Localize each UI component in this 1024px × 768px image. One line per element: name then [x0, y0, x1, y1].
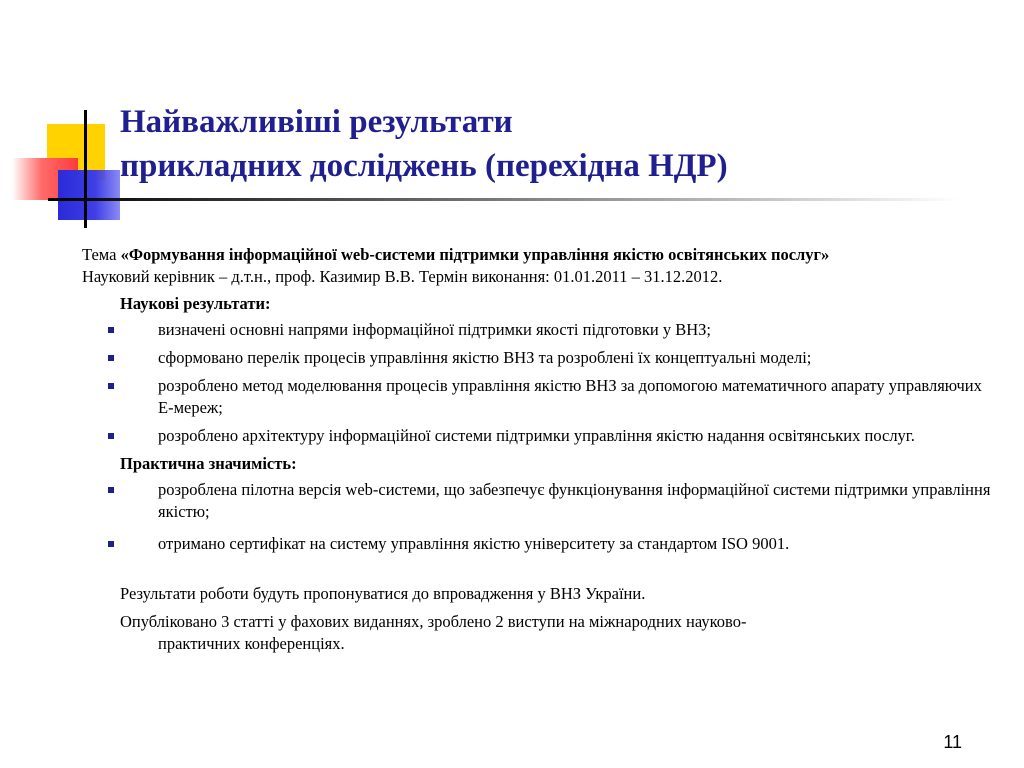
list-item-text: сформовано перелік процесів управління якістю ВНЗ та розроблені їх концептуальні моделі; — [158, 348, 812, 367]
list-item — [82, 533, 992, 555]
spacer — [82, 561, 992, 583]
publications-note-line1: Опубліковано 3 статті у фахових виданнях, зроблено 2 виступи на міжнародних науково- — [120, 612, 747, 631]
bullet-icon — [108, 355, 114, 361]
list-item-text: визначені основні напрями інформаційної підтримки якості підготовки у ВНЗ; — [158, 320, 711, 339]
decoration-blue-square — [58, 170, 120, 220]
publications-note-line2: практичних конференціях. — [158, 634, 345, 653]
bullet-icon — [108, 383, 114, 389]
page-number: 11 — [943, 732, 962, 752]
theme-line — [82, 244, 992, 266]
list-item — [82, 425, 992, 447]
list-item-text: отримано сертифікат на систему управління якістю університету за стандартом ISO 9001. — [158, 534, 790, 553]
bullet-icon — [108, 327, 114, 333]
slide-title-line1: Найважливіші результати — [120, 104, 513, 140]
slide-title-line2: прикладних досліджень (перехідна НДР) — [120, 148, 728, 184]
practical-significance-list — [82, 479, 992, 555]
scientific-results-heading: Наукові результати: — [120, 294, 271, 313]
theme-name: «Формування інформаційної web-системи підтримки управління якістю освітянських послуг» — [120, 245, 830, 264]
list-item-text: розроблено метод моделювання процесів управління якістю ВНЗ за допомогою математичного апарату управляючих Е-мереж; — [158, 376, 982, 417]
bullet-icon — [108, 433, 114, 439]
decoration-vertical-line — [84, 110, 87, 228]
practical-significance-heading: Практична значимість: — [120, 454, 297, 473]
scientific-results-list — [82, 319, 992, 447]
publications-note — [120, 611, 992, 655]
bullet-icon — [108, 541, 114, 547]
bullet-icon — [108, 487, 114, 493]
list-item-text: розроблено архітектуру інформаційної системи підтримки управління якістю надання освітянських послуг. — [158, 426, 915, 445]
list-item — [82, 319, 992, 341]
theme-prefix: Тема — [82, 245, 121, 264]
list-item — [82, 347, 992, 369]
implementation-note: Результати роботи будуть пропонуватися до впровадження у ВНЗ України. — [120, 584, 646, 603]
title-underline — [48, 198, 960, 201]
supervisor-line: Науковий керівник – д.т.н., проф. Казимир В.В. Термін виконання: 01.01.2011 – 31.12.2012. — [82, 267, 723, 286]
list-item-text: розроблена пілотна версія web-системи, що забезпечує функціонування інформаційної системи підтримки управління якістю; — [158, 480, 991, 521]
list-item — [82, 479, 992, 523]
list-item — [82, 375, 992, 419]
slide-title — [120, 100, 728, 188]
slide-content — [82, 244, 992, 661]
